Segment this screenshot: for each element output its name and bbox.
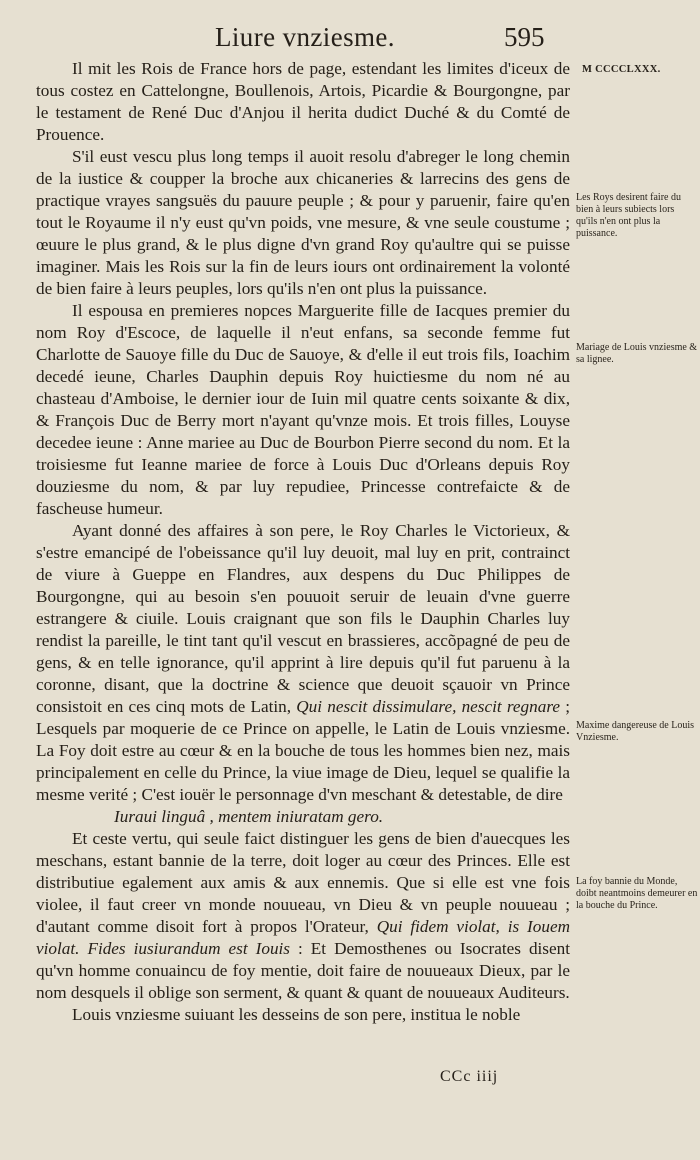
paragraph-4 bbox=[36, 520, 570, 806]
page-number: 595 bbox=[504, 22, 545, 52]
running-title: Liure vnziesme. bbox=[215, 22, 395, 52]
margin-note-marriage: Mariage de Louis vnziesme & sa lignee. bbox=[576, 342, 698, 365]
paragraph-6: Louis vnziesme suiuant les desseins de son pere, institua le noble bbox=[72, 1005, 521, 1024]
paragraph-1: Il mit les Rois de France hors de page, estendant les limites d'iceux de tous costez en Cattelongne, Boullenois, Artois, Picardie & Bourgongne, par le testament de René Duc d'Anjou il herita dudict Duché & du Comté de Prouence. bbox=[36, 59, 570, 144]
paragraph-5-text: Et ceste vertu, qui seule faict distinguer les gens de bien d'auecques les meschans, estant bannie de la terre, doit loger au cœur des Princes. Elle est distributiue egalement aux amis & aux ennemis. Que si elle est vne fois violee, il faut creer vn monde nouueau, vn Dieu & vn peuple nouueau ; d'autant comme disoit fort à propos l'Orateur, bbox=[36, 829, 570, 936]
paragraph-4-text: Ayant donné des affaires à son pere, le Roy Charles le Victorieux, & s'estre emancipé de l'obeissance qu'il luy deuoit, mal luy en prit, contrainct de viure à Gueppe en Flandres, aux despens du Duc Philippes de Bourgongne, qui au besoin s'en pouuoit seruir de leuain d'vne guerre estrangere & ciuile. Louis craignant que son fils le Dauphin Charles luy rendist la pareille, le tint tant qu'il vescut en brassieres, accõpagné de peu de gens, & en telle ignorance, qu'il apprint à lire depuis qu'il fut paruenu à la coronne, disant, que la doctrine & science que deuoit sçauoir vn Prince consistoit en ces cinq mots de Latin, bbox=[36, 521, 570, 716]
paragraph-5-latin-quote: Qui fidem violat, is Iouem violat. Fides iusiurandum est Iouis bbox=[36, 917, 570, 958]
paragraph-4-latin-maxim: Qui nescit dissimulare, nescit regnare bbox=[296, 697, 561, 716]
margin-note-royal-wishes: Les Roys desirent faire du bien à leurs subiects lors qu'ils n'en ont plus la puissance. bbox=[576, 192, 681, 239]
margin-note-faith: La foy bannie du Monde, doibt neantmoins demeurer en la bouche du Prince. bbox=[576, 876, 698, 911]
main-text-column bbox=[36, 58, 570, 1026]
signature-mark: CCc iiij bbox=[440, 1068, 499, 1085]
latin-verse: Iuraui linguâ , mentem iniuratam gero. bbox=[114, 807, 384, 826]
paragraph-2: S'il eust vescu plus long temps il auoit resolu d'abreger le long chemin de la iustice & coupper la broche aux chicaneries & larrecins des gens de practique vrayes sangsuës du pauure peuple ; & pour y paruenir, faire qu'en tout le Royaume il n'y eust qu'vn poids, vne mesure, & vne seule coustume ; œuure le plus grand, & le plus digne d'vn grand Roy qu'aultre qui se puisse imaginer. Mais les Rois sur la fin de leurs iours ont ordinairement la volonté de bien faire à leurs peuples, lors qu'ils n'en ont plus la puissance. bbox=[36, 147, 570, 298]
paragraph-4-continuation: ; Lesquels par moquerie de ce Prince on appelle, le Latin de Louis vnziesme. La Foy doit estre au cœur & en la bouche de tous les hommes bien nez, mais principalement en celle du Prince, la viue image de Dieu, lequel se qualifie la mesme verité ; C'est iouër le personnage d'vn meschant & detestable, de dire bbox=[36, 697, 570, 804]
page-header bbox=[0, 16, 700, 56]
paragraph-3: Il espousa en premieres nopces Marguerite fille de Iacques premier du nom Roy d'Escoce, de laquelle il n'eut enfans, sa seconde femme fut Charlotte de Sauoye fille du Duc de Sauoye, & d'elle il eut trois fils, Ioachim decedé ieune, Charles Dauphin depuis Roy huictiesme du nom né au chasteau d'Amboise, le dernier iour de Iuin mil quatre cents soixante & dix, & François Duc de Berry mort n'ayant qu'vnze mois. Et trois filles, Louyse decedee ieune : Anne mariee au Duc de Bourbon Pierre second du nom. Et la troisiesme fut Ieanne mariee de force à Louis Duc d'Orleans depuis Roy douziesme du nom, & par luy repudiee, Princesse contrefaicte & de fascheuse humeur. bbox=[36, 301, 570, 518]
year-margin-note: M CCCCLXXX. bbox=[582, 64, 661, 75]
paragraph-5-continuation: : Et Demosthenes ou Isocrates disent qu'vn homme conuaincu de foy mentie, doit faire de nouueaux Dieux, par le nom desquels il oblige son serment, & quant & quant de nouueaux Auditeurs. bbox=[36, 939, 570, 1002]
margin-note-maxim: Maxime dangereuse de Louis Vnziesme. bbox=[576, 720, 695, 743]
paragraph-5 bbox=[36, 828, 570, 1004]
